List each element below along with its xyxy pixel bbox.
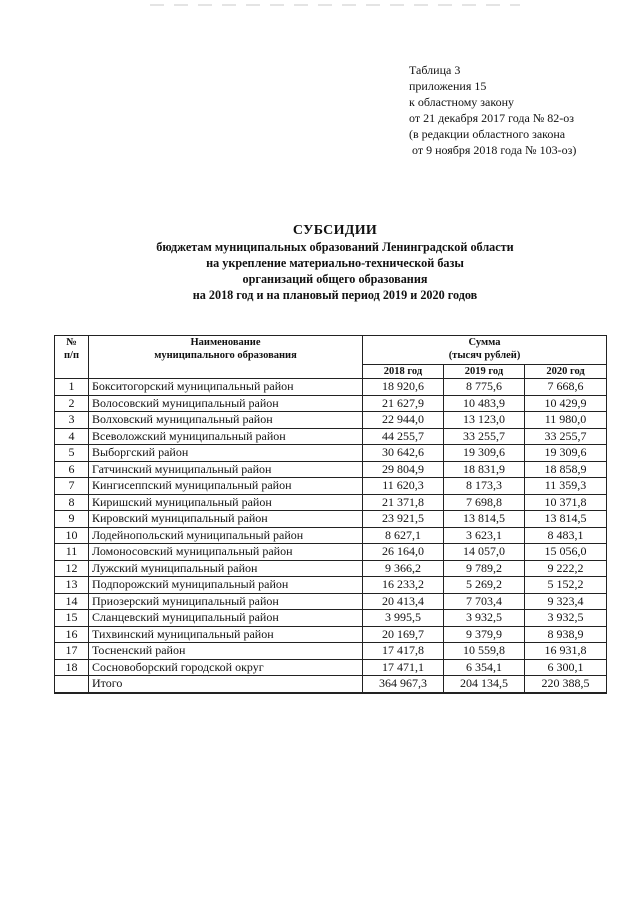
table-row bbox=[55, 593, 607, 610]
row-sum-2019: 14 057,0 bbox=[444, 544, 525, 561]
row-sum-2018: 8 627,1 bbox=[363, 527, 444, 544]
total-2018: 364 967,3 bbox=[363, 676, 444, 693]
row-municipality-name: Приозерский муниципальный район bbox=[89, 593, 363, 610]
row-sum-2020: 13 814,5 bbox=[525, 511, 607, 528]
row-sum-2019: 6 354,1 bbox=[444, 659, 525, 676]
row-sum-2018: 20 413,4 bbox=[363, 593, 444, 610]
row-number: 5 bbox=[55, 445, 89, 462]
document-title bbox=[90, 222, 580, 303]
document-main-title: СУБСИДИИ bbox=[292, 223, 378, 238]
row-municipality-name: Лужский муниципальный район bbox=[89, 560, 363, 577]
header-year-2018: 2018 год bbox=[363, 365, 444, 379]
appendix-law-type: к областному закону bbox=[409, 95, 515, 109]
row-number: 18 bbox=[55, 659, 89, 676]
row-municipality-name: Кингисеппский муниципальный район bbox=[89, 478, 363, 495]
table-row bbox=[55, 527, 607, 544]
header-number-abbr: п/п bbox=[63, 350, 80, 361]
table-body bbox=[55, 379, 607, 676]
total-number-cell bbox=[55, 676, 89, 693]
document-subtitle-line-3: организаций общего образования bbox=[242, 272, 428, 286]
table-row bbox=[55, 478, 607, 495]
total-2020: 220 388,5 bbox=[525, 676, 607, 693]
row-sum-2019: 13 814,5 bbox=[444, 511, 525, 528]
row-number: 11 bbox=[55, 544, 89, 561]
row-sum-2019: 33 255,7 bbox=[444, 428, 525, 445]
document-subtitle-line-4: на 2018 год и на плановый период 2019 и 2020 годов bbox=[192, 288, 478, 302]
row-sum-2020: 9 222,2 bbox=[525, 560, 607, 577]
row-number: 1 bbox=[55, 379, 89, 396]
row-sum-2019: 19 309,6 bbox=[444, 445, 525, 462]
row-sum-2019: 5 269,2 bbox=[444, 577, 525, 594]
table-row bbox=[55, 445, 607, 462]
header-year-2020: 2020 год bbox=[525, 365, 607, 379]
table-row bbox=[55, 560, 607, 577]
total-row bbox=[55, 676, 607, 693]
row-number: 10 bbox=[55, 527, 89, 544]
subsidy-table bbox=[54, 335, 607, 694]
row-sum-2019: 3 932,5 bbox=[444, 610, 525, 627]
row-number: 17 bbox=[55, 643, 89, 660]
row-sum-2020: 19 309,6 bbox=[525, 445, 607, 462]
appendix-table-number: Таблица 3 bbox=[409, 63, 461, 77]
row-sum-2020: 11 359,3 bbox=[525, 478, 607, 495]
row-sum-2018: 44 255,7 bbox=[363, 428, 444, 445]
table-row bbox=[55, 544, 607, 561]
row-number: 16 bbox=[55, 626, 89, 643]
row-municipality-name: Тосненский район bbox=[89, 643, 363, 660]
row-sum-2020: 10 371,8 bbox=[525, 494, 607, 511]
row-municipality-name: Ломоносовский муниципальный район bbox=[89, 544, 363, 561]
total-2019: 204 134,5 bbox=[444, 676, 525, 693]
header-municipality bbox=[89, 336, 363, 379]
row-sum-2020: 15 056,0 bbox=[525, 544, 607, 561]
table-row bbox=[55, 412, 607, 429]
header-sum bbox=[363, 336, 607, 365]
row-sum-2018: 17 417,8 bbox=[363, 643, 444, 660]
header-number bbox=[55, 336, 89, 379]
row-number: 2 bbox=[55, 395, 89, 412]
appendix-revision-date: от 9 ноября 2018 года № 103-оз) bbox=[412, 143, 577, 157]
row-sum-2018: 26 164,0 bbox=[363, 544, 444, 561]
row-sum-2020: 3 932,5 bbox=[525, 610, 607, 627]
row-municipality-name: Всеволожский муниципальный район bbox=[89, 428, 363, 445]
table-row bbox=[55, 610, 607, 627]
row-municipality-name: Выборгский район bbox=[89, 445, 363, 462]
table-row bbox=[55, 494, 607, 511]
table-row bbox=[55, 379, 607, 396]
document-subtitle-line-2: на укрепление материально-технической базы bbox=[206, 256, 464, 270]
table-row bbox=[55, 643, 607, 660]
table-row bbox=[55, 577, 607, 594]
row-sum-2020: 11 980,0 bbox=[525, 412, 607, 429]
row-municipality-name: Тихвинский муниципальный район bbox=[89, 626, 363, 643]
row-sum-2020: 18 858,9 bbox=[525, 461, 607, 478]
row-number: 9 bbox=[55, 511, 89, 528]
row-sum-2018: 11 620,3 bbox=[363, 478, 444, 495]
row-sum-2020: 8 483,1 bbox=[525, 527, 607, 544]
row-number: 4 bbox=[55, 428, 89, 445]
row-sum-2020: 10 429,9 bbox=[525, 395, 607, 412]
appendix-revision-note: (в редакции областного закона bbox=[409, 127, 566, 141]
row-number: 6 bbox=[55, 461, 89, 478]
table-row bbox=[55, 659, 607, 676]
appendix-attachment-number: приложения 15 bbox=[409, 79, 487, 93]
row-number: 14 bbox=[55, 593, 89, 610]
row-sum-2018: 22 944,0 bbox=[363, 412, 444, 429]
row-number: 7 bbox=[55, 478, 89, 495]
total-label: Итого bbox=[89, 676, 363, 693]
row-sum-2019: 10 483,9 bbox=[444, 395, 525, 412]
row-sum-2018: 16 233,2 bbox=[363, 577, 444, 594]
row-municipality-name: Волховский муниципальный район bbox=[89, 412, 363, 429]
row-sum-2018: 17 471,1 bbox=[363, 659, 444, 676]
row-municipality-name: Волосовский муниципальный район bbox=[89, 395, 363, 412]
row-sum-2018: 23 921,5 bbox=[363, 511, 444, 528]
row-sum-2019: 10 559,8 bbox=[444, 643, 525, 660]
row-number: 15 bbox=[55, 610, 89, 627]
row-sum-2019: 13 123,0 bbox=[444, 412, 525, 429]
header-year-2019: 2019 год bbox=[444, 365, 525, 379]
row-sum-2018: 29 804,9 bbox=[363, 461, 444, 478]
table-header bbox=[55, 336, 607, 379]
row-sum-2020: 33 255,7 bbox=[525, 428, 607, 445]
row-sum-2018: 18 920,6 bbox=[363, 379, 444, 396]
row-sum-2019: 7 703,4 bbox=[444, 593, 525, 610]
document-subtitle-line-1: бюджетам муниципальных образований Ленинградской области bbox=[156, 240, 514, 254]
header-sum-units: (тысяч рублей) bbox=[448, 350, 521, 361]
row-sum-2018: 30 642,6 bbox=[363, 445, 444, 462]
row-sum-2020: 7 668,6 bbox=[525, 379, 607, 396]
header-municipality-line-2: муниципального образования bbox=[154, 350, 297, 361]
row-sum-2020: 9 323,4 bbox=[525, 593, 607, 610]
row-sum-2020: 6 300,1 bbox=[525, 659, 607, 676]
row-sum-2020: 8 938,9 bbox=[525, 626, 607, 643]
row-municipality-name: Кировский муниципальный район bbox=[89, 511, 363, 528]
row-sum-2018: 20 169,7 bbox=[363, 626, 444, 643]
row-sum-2018: 21 627,9 bbox=[363, 395, 444, 412]
header-municipality-line-1: Наименование bbox=[190, 337, 261, 348]
row-sum-2019: 9 789,2 bbox=[444, 560, 525, 577]
header-number-symbol: № bbox=[66, 337, 77, 348]
row-municipality-name: Сланцевский муниципальный район bbox=[89, 610, 363, 627]
row-number: 13 bbox=[55, 577, 89, 594]
table-row bbox=[55, 428, 607, 445]
row-municipality-name: Гатчинский муниципальный район bbox=[89, 461, 363, 478]
table-row bbox=[55, 626, 607, 643]
row-sum-2020: 5 152,2 bbox=[525, 577, 607, 594]
table-row bbox=[55, 395, 607, 412]
header-sum-title: Сумма bbox=[468, 337, 501, 348]
table-footer bbox=[55, 676, 607, 693]
scan-artifact-line bbox=[150, 4, 520, 6]
row-sum-2019: 8 173,3 bbox=[444, 478, 525, 495]
row-sum-2018: 3 995,5 bbox=[363, 610, 444, 627]
appendix-reference bbox=[409, 62, 631, 158]
row-municipality-name: Сосновоборский городской округ bbox=[89, 659, 363, 676]
row-sum-2019: 18 831,9 bbox=[444, 461, 525, 478]
row-municipality-name: Подпорожский муниципальный район bbox=[89, 577, 363, 594]
row-sum-2019: 7 698,8 bbox=[444, 494, 525, 511]
row-sum-2018: 9 366,2 bbox=[363, 560, 444, 577]
table-row bbox=[55, 511, 607, 528]
row-sum-2020: 16 931,8 bbox=[525, 643, 607, 660]
table-row bbox=[55, 461, 607, 478]
row-number: 8 bbox=[55, 494, 89, 511]
row-sum-2018: 21 371,8 bbox=[363, 494, 444, 511]
row-municipality-name: Лодейнопольский муниципальный район bbox=[89, 527, 363, 544]
row-number: 12 bbox=[55, 560, 89, 577]
row-municipality-name: Бокситогорский муниципальный район bbox=[89, 379, 363, 396]
row-sum-2019: 3 623,1 bbox=[444, 527, 525, 544]
row-sum-2019: 8 775,6 bbox=[444, 379, 525, 396]
row-municipality-name: Киришский муниципальный район bbox=[89, 494, 363, 511]
appendix-law-date: от 21 декабря 2017 года № 82-оз bbox=[409, 111, 575, 125]
row-number: 3 bbox=[55, 412, 89, 429]
row-sum-2019: 9 379,9 bbox=[444, 626, 525, 643]
